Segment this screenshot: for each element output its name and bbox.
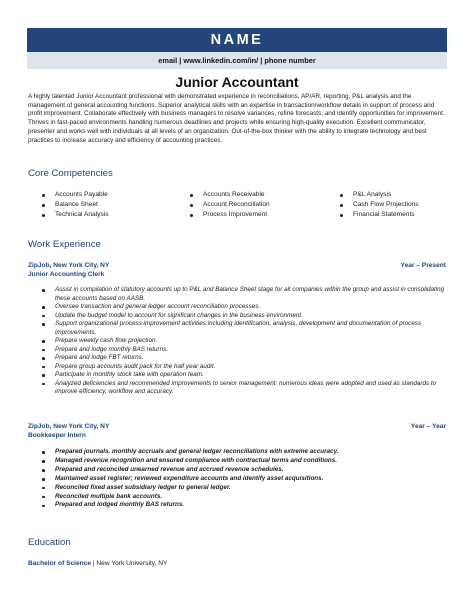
name-banner	[27, 28, 447, 52]
competency-item: Financial Statements	[338, 210, 419, 220]
job-2-duties	[40, 448, 445, 510]
duty-item: Prepare group accounts audit pack for the half year audit.	[40, 363, 445, 372]
job-1-company-line	[28, 262, 446, 269]
competency-item: Account Reconciliation	[188, 200, 270, 210]
work-experience-heading: Work Experience	[28, 239, 101, 250]
competency-item: Cash Flow Projections	[338, 200, 419, 210]
education-degree: Bachelor of Science	[28, 560, 92, 567]
education-heading: Education	[28, 537, 71, 548]
duty-item: Assist in compilation of statutory accounts up to P&L and Balance Sheet stage for all companies within the group and assist in consolidating these accounts based on AASB.	[40, 286, 445, 303]
core-competencies-heading: Core Competencies	[28, 168, 113, 179]
job-2-dates: Year – Year	[410, 423, 446, 430]
duty-item: Reconciled multiple bank accounts.	[40, 493, 445, 502]
job-2-role: Bookkeeper Intern	[28, 432, 86, 439]
job-2-company: ZipJob, New York City, NY	[28, 423, 110, 430]
competency-item: Accounts Receivable	[188, 190, 270, 200]
professional-summary: A highly talented Junior Accountant professional with demonstrated experience in reconciliations, AP/AR, reporting, P&L analysis and the management of general accounting functions. Superior analytical skills with an expertise in transaction/workflow details in support of process and profit improvement. Collaborate effectively with business managers to resolve variances, refine forecasts, and identify opportunities for improvement. Thrives in fast-paced environments handling numerous deadlines and projects while ensuring high-quality execution. Excellent communicator, presenter and works well with individuals at all levels of an organization. Out-of-the-box thinker with the ability to integrate technology and best practices to increase accuracy and efficiency of accounting practices.	[28, 93, 445, 144]
competencies-column-1	[40, 190, 109, 221]
education-separator: |	[91, 560, 97, 567]
job-1-company: ZipJob, New York City, NY	[28, 262, 110, 269]
duty-item: Oversee transaction and general ledger account reconciliation processes.	[40, 303, 445, 312]
competencies-column-3	[338, 190, 419, 221]
education-school: New York University, NY	[96, 560, 168, 567]
duty-item: Prepared and reconciled unearned revenue and accrued revenue schedules.	[40, 466, 445, 475]
duty-item: Analyzed deficiencies and recommended improvements to senior management: numerous ideas were adopted and used as standards to improve efficiency, workflow and accuracy.	[40, 380, 445, 397]
job-2-company-line	[28, 423, 446, 430]
contact-banner	[27, 52, 447, 69]
job-1-duties	[40, 286, 445, 397]
competencies-column-2	[188, 190, 270, 221]
duty-item: Participate in monthly stock take with operation team.	[40, 371, 445, 380]
duty-item: Reconciled fixed asset subsidiary ledger to general ledger.	[40, 484, 445, 493]
contact-info: email | www.linkedin.com/in/ | phone number	[158, 56, 316, 65]
job-1-dates: Year – Present	[400, 262, 446, 269]
competency-item: P&L Analysis	[338, 190, 419, 200]
competency-item: Accounts Payable	[40, 190, 109, 200]
duty-item: Prepare and lodge FBT returns.	[40, 354, 445, 363]
competency-item: Process Improvement	[188, 210, 270, 220]
duty-item: Update the budget model to account for significant changes in the business environment.	[40, 312, 445, 321]
duty-item: Prepare weekly cash flow projection.	[40, 337, 445, 346]
duty-item: Managed revenue recognition and ensured compliance with contractual terms and conditions.	[40, 457, 445, 466]
duty-item: Prepared journals, monthly accruals and general ledger reconciliations with extreme accuracy.	[40, 448, 445, 457]
resume-title: Junior Accountant	[175, 74, 299, 90]
candidate-name: NAME	[210, 32, 264, 48]
competency-item: Technical Analysis	[40, 210, 109, 220]
duty-item: Maintained asset register; reviewed expenditure accounts and identify asset acquisitions.	[40, 475, 445, 484]
duty-item: Support organizational process improvement activities including identification, analysis, development and documentation of process improvements.	[40, 320, 445, 337]
duty-item: Prepare and lodge monthly BAS returns.	[40, 346, 445, 355]
duty-item: Prepared and lodged monthly BAS returns.	[40, 501, 445, 510]
competency-item: Balance Sheet	[40, 200, 109, 210]
education-line	[28, 560, 167, 567]
job-1-role: Junior Accounting Clerk	[28, 271, 105, 278]
